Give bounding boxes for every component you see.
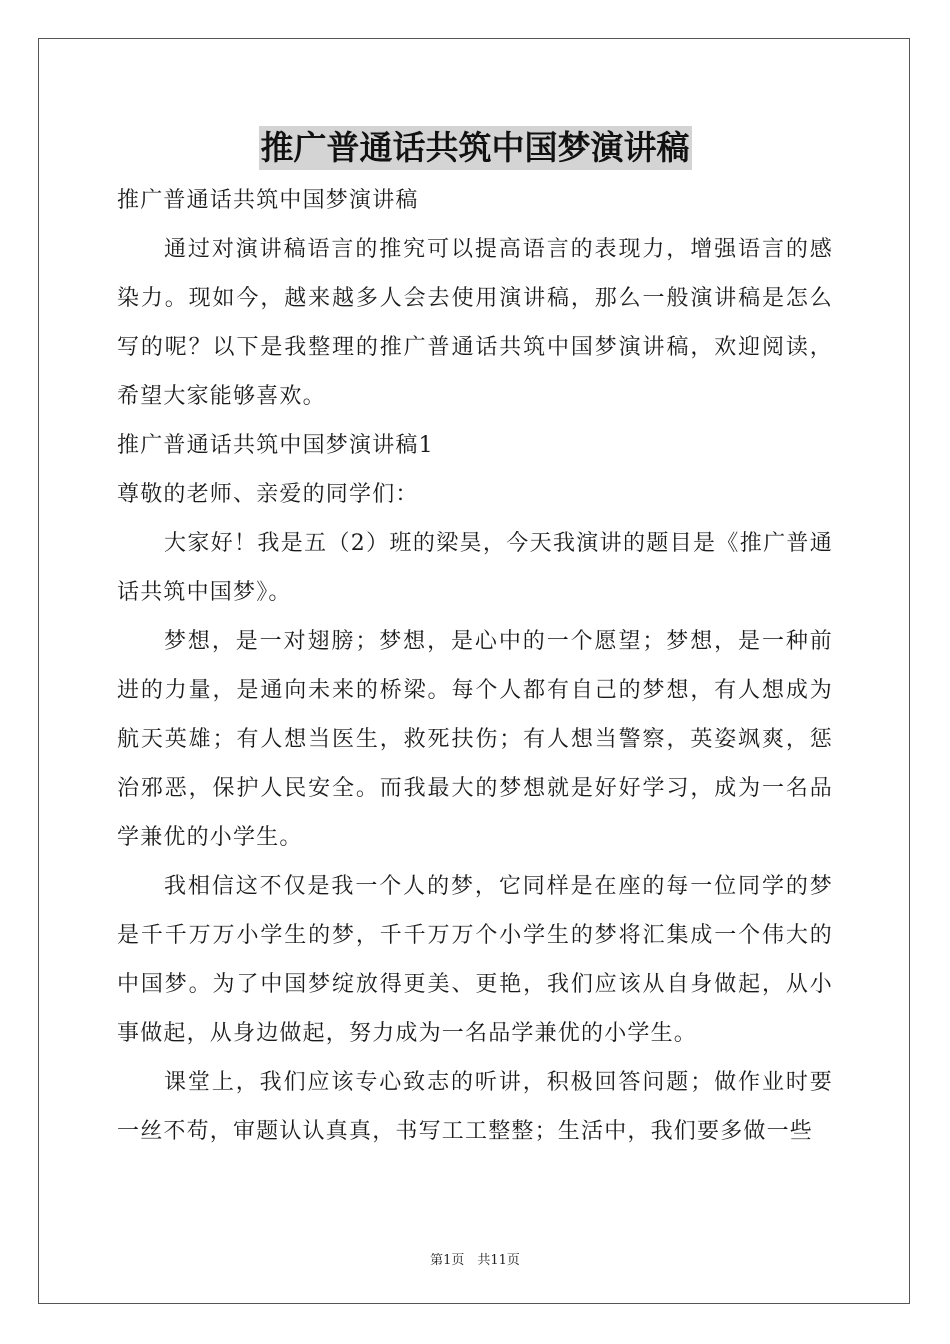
paragraph-salutation: 尊敬的老师、亲爱的同学们： (117, 482, 419, 507)
paragraph-belief: 我相信这不仅是我一个人的梦，它同样是在座的每一位同学的梦是千千万万小学生的梦，千千万万个小学生的梦将汇集成一个伟大的中国梦。为了中国梦绽放得更美、更艳，我们应该从自身做起，从小事做起，从身边做起，努力成为一名品学兼优的小学生。 (117, 874, 833, 1046)
paragraph-classroom: 课堂上，我们应该专心致志的听讲，积极回答问题；做作业时要一丝不苟，审题认认真真，书写工工整整；生活中，我们要多做一些 (117, 1070, 833, 1144)
paragraph-subtitle: 推广普通话共筑中国梦演讲稿 (117, 188, 419, 213)
paragraph-intro: 通过对演讲稿语言的推究可以提高语言的表现力，增强语言的感染力。现如今，越来越多人会去使用演讲稿，那么一般演讲稿是怎么写的呢？以下是我整理的推广普通话共筑中国梦演讲稿，欢迎阅读，希望大家能够喜欢。 (117, 237, 833, 409)
document-body (117, 176, 833, 1156)
title-container (0, 126, 950, 170)
page-footer: 第1页 共11页 (430, 1253, 520, 1268)
document-title: 推广普通话共筑中国梦演讲稿 (259, 126, 692, 170)
paragraph-greeting: 大家好！我是五（2）班的梁昊，今天我演讲的题目是《推广普通话共筑中国梦》。 (117, 531, 833, 605)
paragraph-dreams: 梦想，是一对翅膀；梦想，是心中的一个愿望；梦想，是一种前进的力量，是通向未来的桥梁。每个人都有自己的梦想，有人想成为航天英雄；有人想当医生，救死扶伤；有人想当警察，英姿飒爽，惩治邪恶，保护人民安全。而我最大的梦想就是好好学习，成为一名品学兼优的小学生。 (117, 629, 833, 850)
paragraph-section-heading: 推广普通话共筑中国梦演讲稿1 (117, 433, 434, 458)
